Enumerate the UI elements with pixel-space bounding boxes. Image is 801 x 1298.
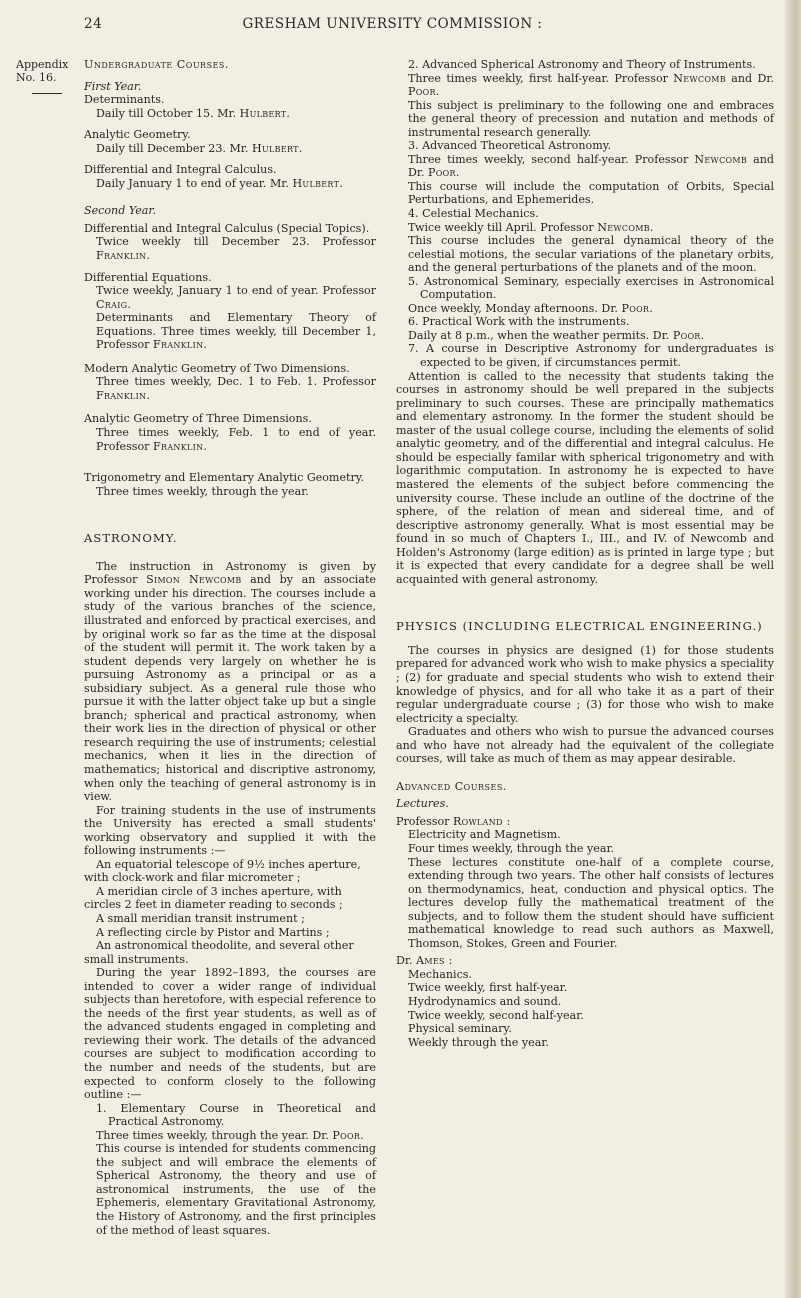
margin-note bbox=[16, 58, 72, 94]
astronomy-text: and by an associate working under his direction. The courses include a study of the various branches of the science, illustrated and enforced by practical exercises, and by original work so far as the time at the disposal of the student will permit it. The work taken by a student depends very largely on whether he is pursuing Astronomy as a principal or as a subsidiary subject. As a general rule those who pursue it with the latter object take up but a single branch; spherical and practical astronomy, when their work lies in the direction of physical or other research requiring the use of instruments; celestial mechanics, when it lies in the direction of mathematics; historical and discriptive astronomy, when only the teaching of general astronomy is in view. bbox=[84, 573, 376, 804]
course-title: Differential and Integral Calculus (Special Topics). bbox=[84, 221, 370, 235]
course-title: Trigonometry and Elementary Analytic Geometry. bbox=[84, 471, 365, 485]
course-title: Differential and Integral Calculus. bbox=[84, 163, 277, 177]
lectures-heading: Lectures. bbox=[396, 797, 449, 811]
page-number: 24 bbox=[84, 16, 103, 32]
margin-rule bbox=[32, 93, 62, 94]
course-title: Hydrodynamics and sound. bbox=[408, 995, 562, 1008]
first-year-course bbox=[84, 163, 376, 190]
professor-name: Poor. bbox=[428, 166, 460, 180]
instrument-item: An equatorial telescope of 9½ inches aperture, with clock-work and filar micrometer ; bbox=[84, 857, 361, 885]
course-title: Physical seminary. bbox=[408, 1022, 512, 1036]
course-schedule: Daily January 1 to end of year. Mr. bbox=[96, 176, 293, 190]
second-year-course bbox=[84, 412, 376, 453]
instrument-item: A meridian circle of 3 inches aperture, with circles 2 feet in diameter reading to seconds ; bbox=[84, 884, 343, 912]
course-schedule: Three times weekly, first half-year. Professor bbox=[408, 71, 674, 85]
course-description: This subject is preliminary to the following one and embraces the general theory of precession and nutation and methods of instrumental research generally. bbox=[408, 98, 774, 139]
course-title: Mechanics. bbox=[408, 967, 473, 981]
course-title: Differential Equations. bbox=[84, 270, 212, 284]
astronomy-paragraph: For training students in the use of instruments the University has erected a small students' working observatory and supplied it with the following instruments :— bbox=[84, 803, 376, 858]
professor-name: Newcomb bbox=[694, 152, 748, 166]
lecturer-prefix: Professor bbox=[396, 814, 454, 828]
course-schedule: Twice weekly, January 1 to end of year. Professor bbox=[96, 284, 376, 298]
course-schedule: Daily at 8 p.m., when the weather permits. Dr. bbox=[408, 328, 673, 342]
course-schedule: Twice weekly till April. Professor bbox=[408, 220, 598, 234]
second-year-course bbox=[84, 222, 376, 263]
left-column bbox=[84, 58, 376, 1237]
course-schedule: Twice weekly till December 23. Professor bbox=[96, 235, 376, 249]
course-schedule: Once weekly, Monday afternoons. Dr. bbox=[408, 301, 622, 315]
course-title: 6. Practical Work with the instruments. bbox=[408, 315, 630, 329]
course-title: Determinants. bbox=[84, 93, 165, 107]
course-description: This course is intended for students commencing the subject and will embrace the elements of Spherical Astronomy, the theory and use of astronomical instruments, the use of the Ephemeris, elementary Gravitational Astronomy, the History of Astronomy, and the first principles of the method of least squares. bbox=[96, 1142, 376, 1237]
first-year-heading: First Year. bbox=[84, 79, 142, 93]
astronomy-heading: ASTRONOMY. bbox=[84, 531, 178, 546]
professor-name: Poor. bbox=[621, 301, 654, 315]
conjunction: and Dr. bbox=[725, 71, 774, 85]
undergraduate-heading: Undergraduate Courses. bbox=[84, 58, 229, 71]
physics-heading: PHYSICS (INCLUDING ELECTRICAL ENGINEERING.) bbox=[396, 619, 763, 634]
professor-name: Rowland : bbox=[453, 814, 511, 828]
course-description: This course includes the general dynamical theory of the celestial motions, the secular variations of the planetary orbits, and the general perturbations of the planets and of the moon. bbox=[408, 234, 774, 275]
course-title: 5. Astronomical Seminary, especially exercises in Astronomical Computation. bbox=[408, 274, 774, 302]
professor-name: Franklin. bbox=[96, 388, 151, 402]
instrument-list bbox=[84, 858, 376, 966]
second-year-course bbox=[84, 471, 376, 498]
course-description: This course will include the computation of Orbits, Special Perturbations, and Ephemerides. bbox=[408, 179, 774, 207]
professor-name: Poor. bbox=[408, 85, 440, 99]
course-schedule: Three times weekly, Feb. 1 to end of year. Professor bbox=[96, 426, 376, 453]
lecturer-prefix: Dr. bbox=[396, 954, 417, 968]
instrument-item: A reflecting circle by Pistor and Martins ; bbox=[96, 925, 330, 939]
professor-name: Hulbert. bbox=[239, 106, 291, 120]
astronomy-paragraph bbox=[84, 560, 376, 804]
course-schedule: Twice weekly, first half-year. bbox=[408, 981, 568, 995]
advanced-courses-heading: Advanced Courses. bbox=[396, 779, 507, 793]
astronomy-paragraph: During the year 1892–1893, the courses are intended to cover a wider range of individual subjects than heretofore, with especial reference to the needs of the first year students, as well as of the advanced students engaged in completing and reviewing their work. The details of the advanced courses are subject to modification according to the number and needs of the students, but are expected to conform closely to the following outline :— bbox=[84, 966, 376, 1102]
course-schedule: Three times weekly, through the year. Dr. bbox=[96, 1128, 333, 1142]
course-description: These lectures constitute one-half of a complete course, extending through two years. The other half consists of lectures on thermodynamics, heat, conduction and physical optics. The lectures develop fully the mathematical treatment of the subjects, and to follow them the student should have sufficient mathematical knowledge to read such authors as Maxwell, Thomson, Stokes, Green and Fourier. bbox=[408, 855, 774, 950]
second-year-course bbox=[84, 311, 376, 352]
lecturer-line bbox=[396, 954, 774, 968]
instrument-item: A small meridian transit instrument ; bbox=[96, 911, 305, 925]
professor-name: Hulbert. bbox=[251, 141, 303, 155]
professor-name: Poor. bbox=[672, 328, 705, 342]
course-title: 7. A course in Descriptive Astronomy for undergraduates is expected to be given, if circumstances permit. bbox=[408, 342, 774, 370]
second-year-course bbox=[84, 271, 376, 312]
course-schedule: Determinants and Elementary Theory of Equations. Three times weekly, till December 1, Professor bbox=[96, 311, 376, 352]
physics-paragraph: The courses in physics are designed (1) for those students prepared for advanced work who wish to make physics a speciality ; (2) for graduate and special students who wish to extend their knowledge of physics, and for all who take it as a part of their regular undergraduate course ; (3) for those who wish to make electricity a specialty. bbox=[396, 643, 774, 725]
professor-name: Ames : bbox=[416, 954, 453, 968]
margin-number: No. 16. bbox=[16, 71, 57, 84]
professor-name: Hulbert. bbox=[292, 176, 344, 190]
course-title: 2. Advanced Spherical Astronomy and Theory of Instruments. bbox=[408, 58, 756, 71]
second-year-heading: Second Year. bbox=[84, 204, 156, 218]
course-schedule: Four times weekly, through the year. bbox=[408, 841, 615, 855]
professor-name: Franklin. bbox=[96, 249, 151, 263]
professor-name: Simon Newcomb bbox=[146, 573, 242, 587]
course-title: Analytic Geometry. bbox=[84, 128, 191, 142]
running-head: GRESHAM UNIVERSITY COMMISSION : bbox=[242, 16, 543, 32]
course-schedule: Three times weekly, through the year. bbox=[96, 484, 309, 498]
right-column bbox=[396, 58, 774, 1049]
conjunction: and Dr. bbox=[408, 152, 775, 180]
page-edge-shadow bbox=[785, 0, 801, 1298]
course-title: Electricity and Magnetism. bbox=[408, 828, 561, 842]
course-title: Analytic Geometry of Three Dimensions. bbox=[84, 412, 312, 426]
professor-name: Franklin. bbox=[153, 439, 208, 453]
instrument-item: An astronomical theodolite, and several other small instruments. bbox=[84, 939, 354, 966]
course-schedule: Weekly through the year. bbox=[408, 1035, 549, 1049]
professor-name: Franklin. bbox=[153, 338, 208, 352]
astronomy-text: The instruction in Astronomy is given by Professor bbox=[84, 559, 376, 587]
course-schedule: Three times weekly, second half-year. Professor bbox=[408, 152, 695, 166]
course-title: 1. Elementary Course in Theoretical and Practical Astronomy. bbox=[96, 1101, 376, 1129]
professor-name: Poor. bbox=[332, 1128, 365, 1142]
professor-name: Newcomb. bbox=[597, 220, 654, 234]
physics-paragraph: Graduates and others who wish to pursue the advanced courses and who have not already had the equivalent of the collegiate courses, will take as much of them as may appear desirable. bbox=[396, 725, 774, 766]
course-title: 4. Celestial Mechanics. bbox=[408, 207, 539, 221]
first-year-course bbox=[84, 93, 376, 120]
course-title: 3. Advanced Theoretical Astronomy. bbox=[408, 139, 612, 153]
course-schedule: Twice weekly, second half-year. bbox=[408, 1008, 584, 1022]
professor-name: Newcomb bbox=[673, 71, 726, 85]
course-schedule: Daily till October 15. Mr. bbox=[96, 106, 240, 120]
course-schedule: Three times weekly, Dec. 1 to Feb. 1. Professor bbox=[96, 375, 376, 389]
course-schedule: Daily till December 23. Mr. bbox=[96, 141, 252, 155]
first-year-course bbox=[84, 128, 376, 155]
lecturer-line bbox=[396, 815, 774, 829]
professor-name: Craig. bbox=[96, 297, 132, 311]
second-year-course bbox=[84, 362, 376, 403]
attention-paragraph: Attention is called to the necessity that students taking the courses in astronomy should be well prepared in the subjects preliminary to such courses. These are principally mathematics and elementary astronomy. In the former the student should be master of the usual college course, including the elements of solid analytic geometry, and of the differential and integral calculus. He should be especially familar with spherical trigonometry and with logarithmic computation. In astronomy he is expected to have mastered the elements of the subject before commencing the university course. These include an outline of the doctrine of the sphere, of the relation of mean and sidereal time, and of descriptive astronomy generally. What is most essential may be found in so much of Chapters I., III., and IV. of Newcomb and Holden's Astronomy (large edition) as is printed in large type ; but it is expected that every candidate for a degree shall be well acquainted with general astronomy. bbox=[396, 369, 774, 586]
margin-appendix: Appendix bbox=[16, 58, 69, 71]
course-title: Modern Analytic Geometry of Two Dimensions. bbox=[84, 361, 350, 375]
